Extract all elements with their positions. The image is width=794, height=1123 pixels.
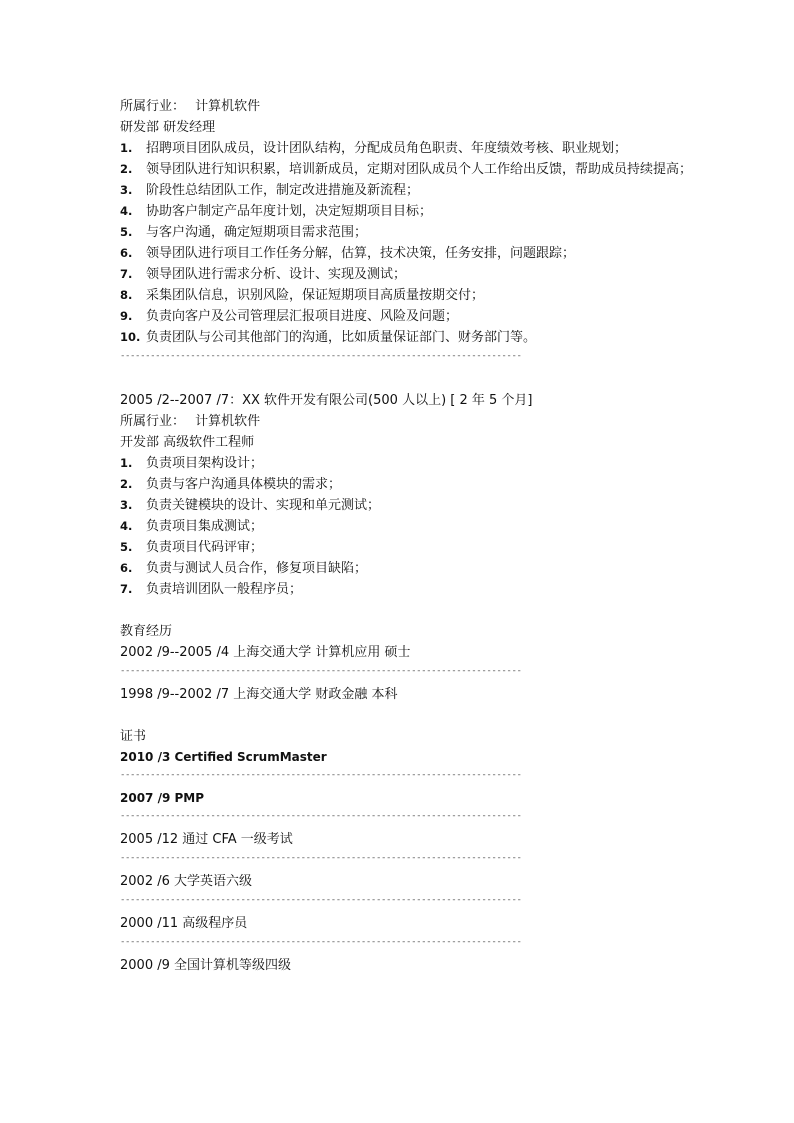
job2-industry-label: 所属行业： bbox=[120, 414, 186, 429]
job2-duty-list bbox=[120, 453, 700, 600]
list-item: 4. 协助客户制定产品年度计划，决定短期项目目标； bbox=[120, 204, 433, 219]
certificate-entry: 2010 /3 Certified ScrumMaster bbox=[120, 750, 327, 764]
certificates-heading: 证书 bbox=[120, 729, 147, 744]
section-divider: -------------------------------------------------------------------------------- bbox=[120, 666, 522, 676]
job2-dept-title: 开发部 高级软件工程师 bbox=[120, 435, 255, 450]
job1-duty-list bbox=[120, 138, 700, 348]
list-item: 6. 负责与测试人员合作，修复项目缺陷； bbox=[120, 561, 368, 576]
job2-industry-value: 计算机软件 bbox=[195, 414, 261, 429]
list-item: 1. 招聘项目团队成员，设计团队结构，分配成员角色职责、年度绩效考核、职业规划； bbox=[120, 141, 628, 156]
list-item: 2. 负责与客户沟通具体模块的需求； bbox=[120, 477, 342, 492]
job1-industry-label: 所属行业： bbox=[120, 99, 186, 114]
list-item: 4. 负责项目集成测试； bbox=[120, 519, 264, 534]
list-item: 9. 负责向客户及公司管理层汇报项目进度、风险及问题； bbox=[120, 309, 459, 324]
section-divider: -------------------------------------------------------------------------------- bbox=[120, 351, 522, 361]
section-divider: -------------------------------------------------------------------------------- bbox=[120, 811, 522, 821]
list-item: 5. 负责项目代码评审； bbox=[120, 540, 264, 555]
list-item: 6. 领导团队进行项目工作任务分解，估算，技术决策，任务安排，问题跟踪； bbox=[120, 246, 576, 261]
list-item: 1. 负责项目架构设计； bbox=[120, 456, 264, 471]
certificate-entry: 2005 /12 通过 CFA 一级考试 bbox=[120, 832, 293, 847]
list-item: 3. 阶段性总结团队工作，制定改进措施及新流程； bbox=[120, 183, 420, 198]
list-item: 3. 负责关键模块的设计、实现和单元测试； bbox=[120, 498, 381, 513]
certificate-entry: 2007 /9 PMP bbox=[120, 791, 205, 805]
list-item: 7. 领导团队进行需求分析、设计、实现及测试； bbox=[120, 267, 407, 282]
education-entry: 1998 /9--2002 /7 上海交通大学 财政金融 本科 bbox=[120, 687, 398, 702]
list-item: 10. 负责团队与公司其他部门的沟通，比如质量保证部门、财务部门等。 bbox=[120, 330, 537, 345]
section-divider: -------------------------------------------------------------------------------- bbox=[120, 937, 522, 947]
certificate-entry: 2002 /6 大学英语六级 bbox=[120, 874, 252, 889]
list-item: 8. 采集团队信息，识别风险，保证短期项目高质量按期交付； bbox=[120, 288, 485, 303]
education-heading: 教育经历 bbox=[120, 624, 173, 639]
list-item: 7. 负责培训团队一般程序员； bbox=[120, 582, 303, 597]
section-divider: -------------------------------------------------------------------------------- bbox=[120, 770, 522, 780]
job2-period: 2005 /2--2007 /7：XX 软件开发有限公司(500 人以上) [ 2 年 5 个月] bbox=[120, 393, 533, 408]
job1-industry-value: 计算机软件 bbox=[195, 99, 261, 114]
job2-industry-line bbox=[120, 411, 700, 432]
resume-page bbox=[120, 96, 700, 976]
job1-industry-line bbox=[120, 96, 700, 117]
section-divider: -------------------------------------------------------------------------------- bbox=[120, 853, 522, 863]
section-divider: -------------------------------------------------------------------------------- bbox=[120, 895, 522, 905]
list-item: 5. 与客户沟通，确定短期项目需求范围； bbox=[120, 225, 368, 240]
education-entry: 2002 /9--2005 /4 上海交通大学 计算机应用 硕士 bbox=[120, 645, 411, 660]
certificate-entry: 2000 /9 全国计算机等级四级 bbox=[120, 958, 291, 973]
certificate-entry: 2000 /11 高级程序员 bbox=[120, 916, 248, 931]
job1-dept-title: 研发部 研发经理 bbox=[120, 120, 216, 135]
list-item: 2. 领导团队进行知识积累，培训新成员，定期对团队成员个人工作给出反馈，帮助成员持续提高； bbox=[120, 162, 693, 177]
